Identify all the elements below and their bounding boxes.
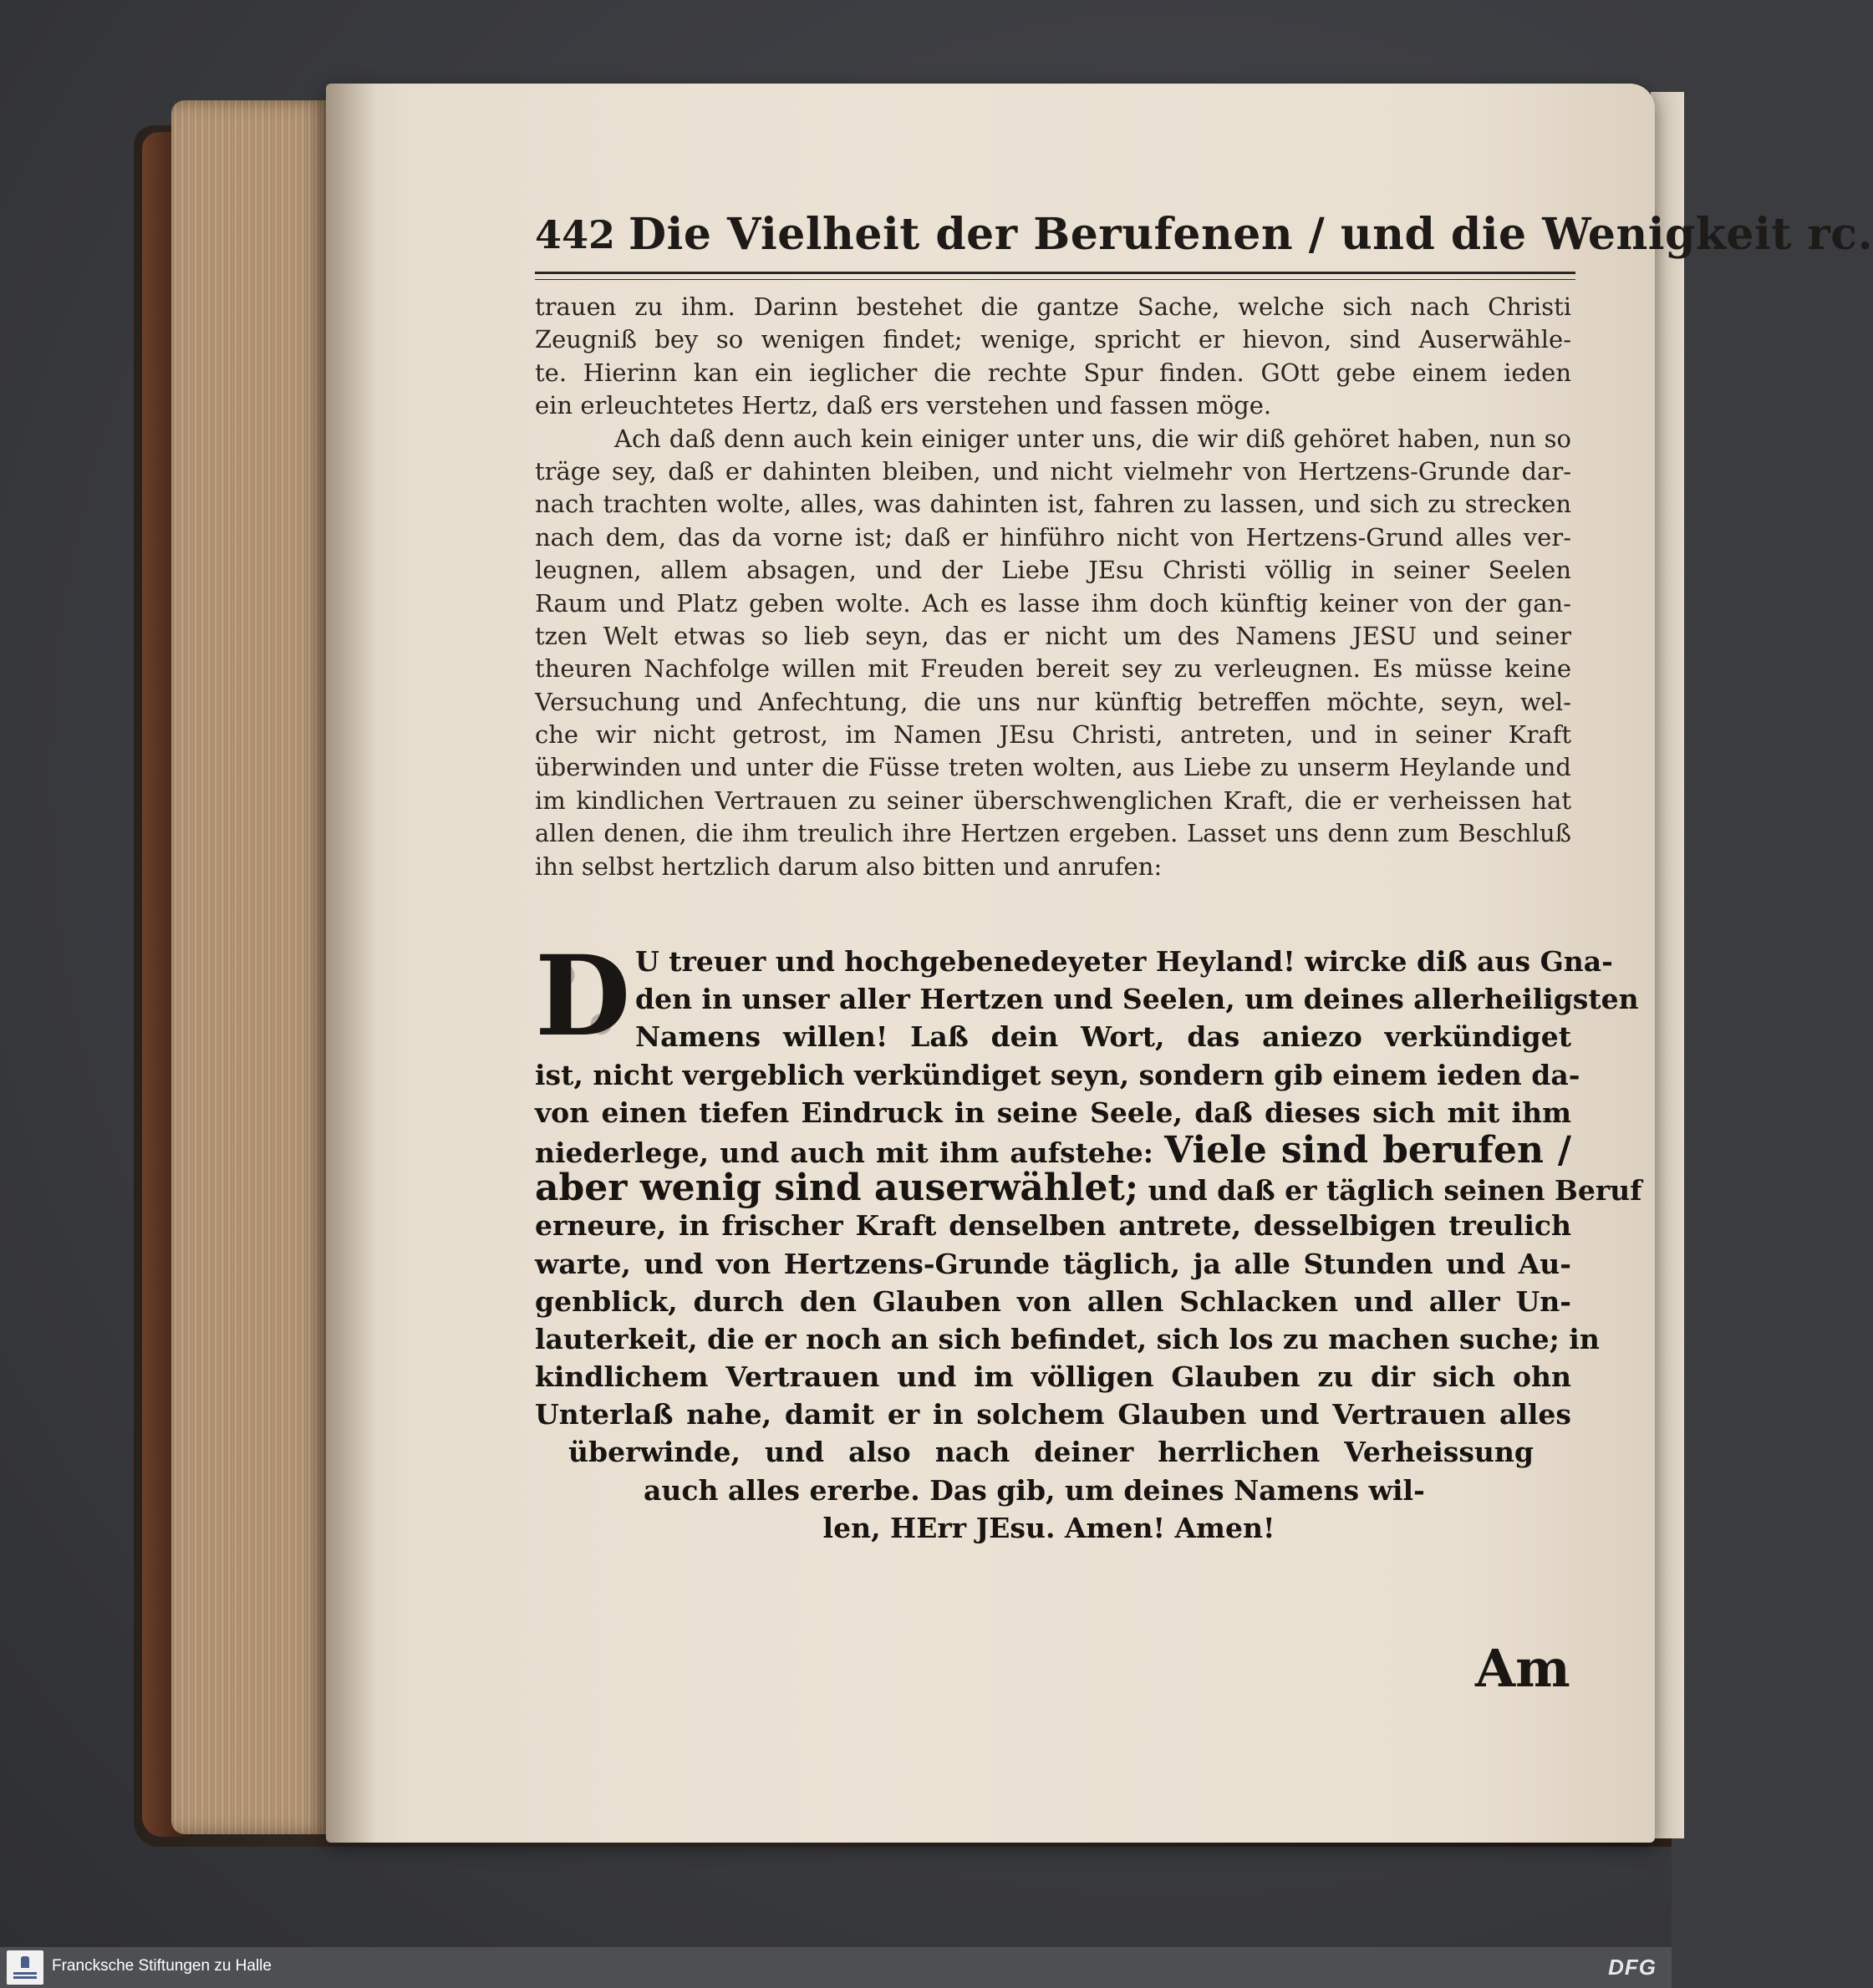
prayer-line: ist, nicht vergeblich verkündiget seyn, sondern gib einem ieden da-	[535, 1058, 1580, 1091]
text-line: nach trachten wolte, alles, was dahinten ist, fahren zu lassen, und sich zu strecken	[535, 490, 1571, 519]
text-line: Zeugniß bey so wenigen findet; wenige, spricht er hievon, sind Auserwähle-	[535, 325, 1571, 354]
page-fore-edge	[171, 100, 330, 1834]
prayer-line: genblick, durch den Glauben von allen Schlacken und aller Un-	[535, 1284, 1571, 1318]
text-line: Raum und Platz geben wolte. Ach es lasse ihm doch künftig keiner von der gan-	[535, 588, 1571, 618]
text-line: ein erleuchtetes Hertz, daß ers verstehen und fassen möge.	[535, 391, 1272, 420]
catchword: Am	[1475, 1638, 1570, 1699]
prayer-line-emphasis	[535, 1167, 1642, 1210]
text-line: tzen Welt etwas so lieb seyn, das er nicht um des Namens JESU und seiner	[535, 621, 1571, 650]
text-line: che wir nicht getrost, im Namen JEsu Christi, antreten, und in seiner Kraft	[535, 720, 1571, 750]
text-line: nach dem, das da vorne ist; daß er hinführo nicht von Hertzens-Grund alles ver-	[535, 522, 1571, 552]
text-line: Versuchung und Anfechtung, die uns nur künftig betreffen möchte, seyn, wel-	[535, 687, 1571, 716]
text-line: träge sey, daß er dahinten bleiben, und nicht vielmehr von Hertzens-Grunde dar-	[535, 456, 1571, 486]
facing-page-edge	[1651, 92, 1684, 1838]
page-number: 442	[535, 212, 616, 257]
body-text	[535, 291, 1571, 883]
text-line: trauen zu ihm. Darinn bestehet die gantze Sache, welche sich nach Christi	[535, 292, 1571, 321]
prayer-line: den in unser aller Hertzen und Seelen, um deines allerheiligsten	[635, 983, 1639, 1016]
text-line: leugnen, allem absagen, und der Liebe JEsu Christi völlig in seiner Seelen	[535, 556, 1571, 585]
running-title: Die Vielheit der Berufenen / und die Wenigkeit rc.	[629, 209, 1873, 260]
viewer-footer-bar	[0, 1947, 1672, 1988]
text-line: te. Hierinn kan ein ieglicher die rechte Spur finden. GOtt gebe einem ieden	[535, 358, 1571, 387]
prayer-line: überwinde, und also nach deiner herrlichen Verheissung	[568, 1436, 1534, 1469]
prayer-line: warte, und von Hertzens-Grunde täglich, ja alle Stunden und Au-	[535, 1247, 1571, 1280]
decorated-initial: D	[535, 932, 631, 1061]
prayer-line: Namens willen! Laß dein Wort, das aniezo verkündiget	[635, 1020, 1571, 1054]
dfg-logo[interactable]: DFG	[1608, 1955, 1657, 1980]
prayer-line: erneure, in frischer Kraft denselben antrete, desselbigen treulich	[535, 1209, 1571, 1243]
prayer-line: auch alles ererbe. Das gib, um deines Namens wil-	[644, 1473, 1425, 1507]
prayer-line: lauterkeit, die er noch an sich befindet, sich los zu machen suche; in	[535, 1322, 1600, 1355]
prayer-line-emphasis	[535, 1128, 1571, 1172]
text-line: überwinden und unter die Füsse treten wolten, aus Liebe zu unserm Heylande und	[535, 753, 1571, 782]
emphasis-text: Viele sind berufen /	[1164, 1128, 1571, 1172]
text-line: allen denen, die ihm treulich ihre Hertzen ergeben. Lasset uns denn zum Beschluß	[535, 819, 1571, 848]
prayer-line: U treuer und hochgebenedeyeter Heyland! wircke diß aus Gna-	[635, 945, 1613, 978]
header-rule	[535, 272, 1575, 280]
text-line: im kindlichen Vertrauen zu seiner überschwenglichen Kraft, die er verheissen hat	[535, 786, 1571, 815]
prayer-text	[535, 932, 1642, 1547]
gutter-shadow	[326, 84, 376, 1843]
prayer-line: von einen tiefen Eindruck in seine Seele, daß dieses sich mit ihm	[535, 1096, 1571, 1129]
prayer-line: Unterlaß nahe, damit er in solchem Glauben und Vertrauen alles	[535, 1398, 1571, 1431]
prayer-line-tail: und daß er täglich seinen Beruf	[1148, 1174, 1642, 1208]
institution-name[interactable]: Francksche Stiftungen zu Halle	[52, 1957, 272, 1975]
text-line: theuren Nachfolge willen mit Freuden bereit sey zu verleugnen. Es müsse keine	[535, 654, 1571, 684]
page-header	[535, 209, 1873, 276]
emphasis-text: aber wenig sind auserwählet;	[535, 1167, 1139, 1210]
prayer-line: kindlichem Vertrauen und im völligen Glauben zu dir sich ohn	[535, 1360, 1571, 1394]
institution-logo-icon[interactable]	[7, 1950, 43, 1985]
text-line: ihn selbst hertzlich darum also bitten und anrufen:	[535, 852, 1163, 881]
text-line: Ach daß denn auch kein einiger unter uns, die wir diß gehöret haben, nun so	[614, 424, 1571, 453]
prayer-line-start: niederlege, und auch mit ihm aufstehe:	[535, 1136, 1153, 1169]
prayer-line: len, HErr JEsu. Amen! Amen!	[822, 1511, 1275, 1544]
